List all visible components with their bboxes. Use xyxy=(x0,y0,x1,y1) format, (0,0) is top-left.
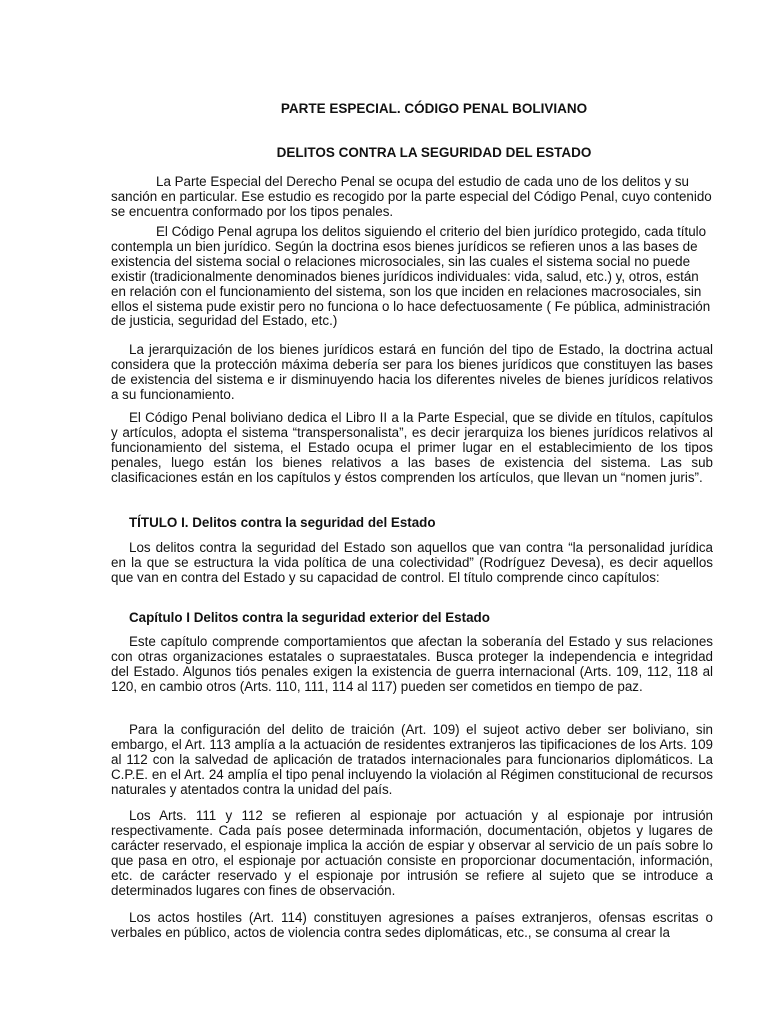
document-page xyxy=(111,0,713,1024)
paragraph-bien-juridico: El Código Penal agrupa los delitos siguiendo el criterio del bien jurídico protegido, cada título contempla un bien jurídico. Según la doctrina esos bienes jurídicos se refieren unos a las bases de existencia del sistema social o relaciones microsociales, sin las cuales el sistema social no puede existir (tradicionalmente denominados bienes jurídicos individuales: vida, salud, etc.) y, otros, están en relación con el funcionamiento del sistema, son los que inciden en relaciones macrosociales, sin ellos el sistema pude existir pero no funciona o lo hace defectuosamente ( Fe pública, administración de justicia, seguridad del Estado, etc.) xyxy=(111,224,711,329)
document-title: PARTE ESPECIAL. CÓDIGO PENAL BOLIVIANO xyxy=(280,101,588,116)
paragraph-codigo-boliviano: El Código Penal boliviano dedica el Libro II a la Parte Especial, que se divide en títulos, capítulos y artículos, adopta el sistema “transpersonalista”, es decir jerarquiza los bienes jurídicos relativos al funcionamiento del sistema, el Estado ocupa el primer lugar en el establecimiento de los tipos penales, luego están los bienes relativos a las bases de existencia del sistema. Las sub clasificaciones están en los capítulos y éstos comprenden los artículos, que llevan un “nomen juris”. xyxy=(111,410,713,485)
paragraph-soberania: Este capítulo comprende comportamientos que afectan la soberanía del Estado y sus relaciones con otras organizaciones estatales o supraestatales. Busca proteger la independencia e integridad del Estado. Algunos tiós penales exigen la existencia de guerra internacional (Arts. 109, 112, 118 al 120, en cambio otros (Arts. 110, 111, 114 al 117) pueden ser cometidos en tiempo de paz. xyxy=(111,634,713,694)
paragraph-actos-hostiles: Los actos hostiles (Art. 114) constituyen agresiones a países extranjeros, ofensas escritas o verbales en público, actos de violencia contra sedes diplomáticas, etc., se consuma al crear la xyxy=(111,910,713,940)
heading-titulo-i: TÍTULO I. Delitos contra la seguridad del Estado xyxy=(129,515,436,530)
document-subtitle: DELITOS CONTRA LA SEGURIDAD DEL ESTADO xyxy=(276,145,592,160)
paragraph-traicion: Para la configuración del delito de traición (Art. 109) el sujeot activo deber ser boliviano, sin embargo, el Art. 113 amplía a la actuación de residentes extranjeros las tipificaciones de los Arts. 109 al 112 con la salvedad de aplicación de tratados internacionales para funcionarios diplomáticos. La C.P.E. en el Art. 24 amplía el tipo penal incluyendo la violación al Régimen constitucional de recursos naturales y atentados contra la unidad del país. xyxy=(111,722,713,797)
paragraph-intro: La Parte Especial del Derecho Penal se ocupa del estudio de cada uno de los delitos y su sanción en particular. Ese estudio es recogido por la parte especial del Código Penal, cuyo contenido se encuentra conformado por los tipos penales. xyxy=(111,174,712,219)
heading-capitulo-i: Capítulo I Delitos contra la seguridad exterior del Estado xyxy=(129,610,490,625)
paragraph-seguridad-estado: Los delitos contra la seguridad del Estado son aquellos que van contra “la personalidad jurídica en la que se estructura la vida política de una colectividad” (Rodríguez Devesa), es decir aquellos que van en contra del Estado y su capacidad de control. El título comprende cinco capítulos: xyxy=(111,540,713,585)
paragraph-jerarquizacion: La jerarquización de los bienes jurídicos estará en función del tipo de Estado, la doctrina actual considera que la protección máxima debería ser para los bienes jurídicos que constituyen las bases de existencia del sistema e ir disminuyendo hacia los diferentes niveles de bienes jurídicos relativos a su funcionamiento. xyxy=(111,342,713,402)
paragraph-espionaje: Los Arts. 111 y 112 se refieren al espionaje por actuación y al espionaje por intrusión respectivamente. Cada país posee determinada información, documentación, objetos y lugares de carácter reservado, el espionaje implica la acción de espiar y observar al servicio de un país sobre lo que pasa en otro, el espionaje por actuación consiste en proporcionar documentación, información, etc. de carácter reservado y el espionaje por intrusión se refiere al sujeto que se introduce a determinados lugares con fines de observación. xyxy=(111,808,713,898)
